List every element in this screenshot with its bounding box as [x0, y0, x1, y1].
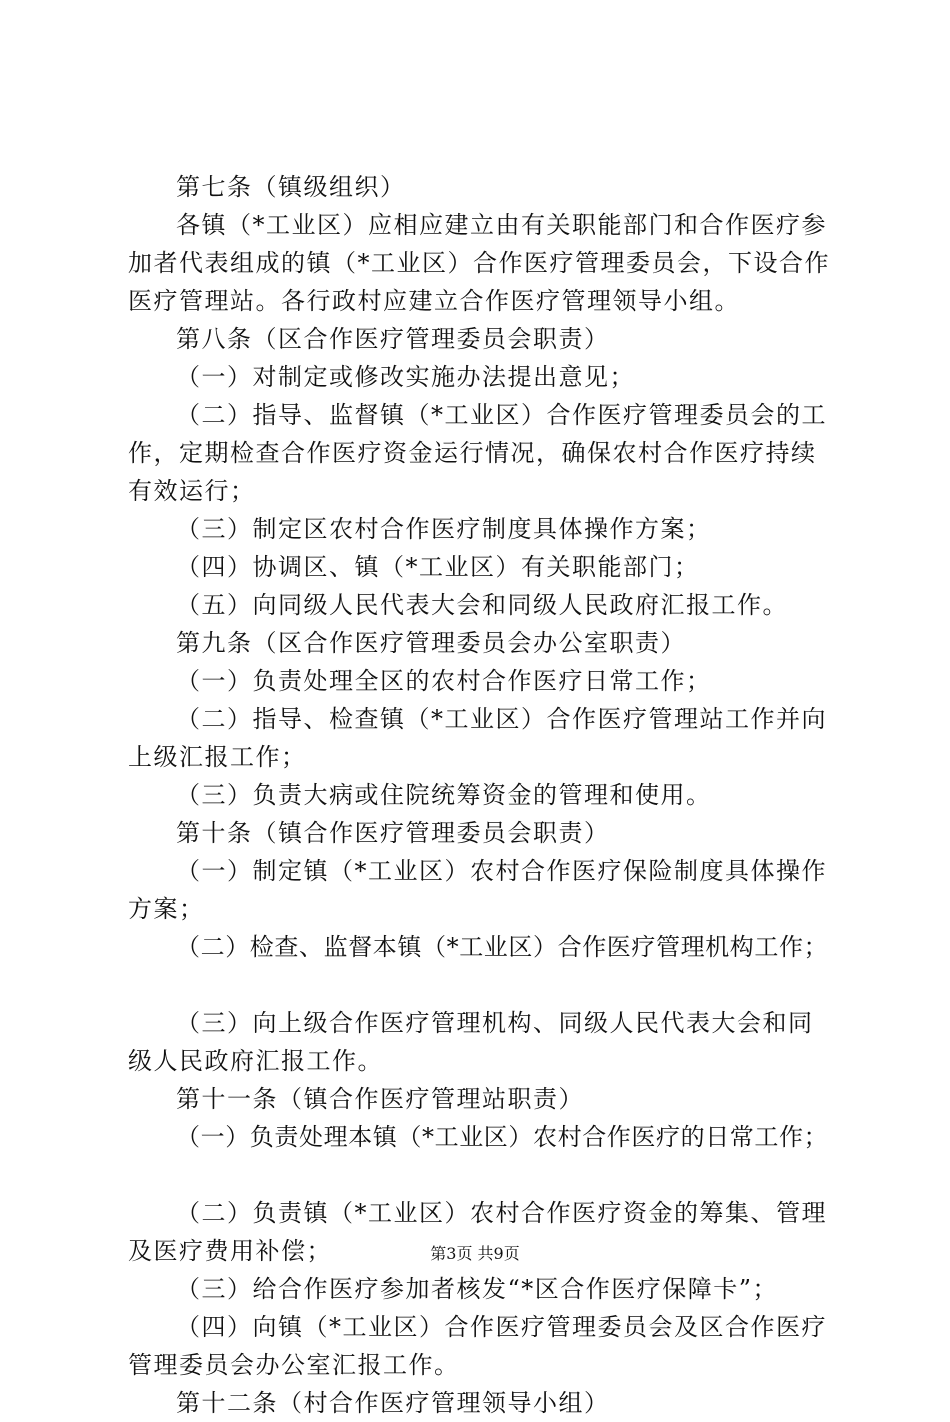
article-7-heading: 第七条（镇级组织）: [176, 173, 406, 201]
page-number-footer: 第3页 共9页: [430, 1244, 520, 1263]
list-item-line: （五）向同级人民代表大会和同级人民政府汇报工作。: [176, 591, 788, 619]
list-item-line: （三）制定区农村合作医疗制度具体操作方案；: [176, 515, 712, 543]
list-item-line: 管理委员会办公室汇报工作。: [128, 1351, 460, 1379]
list-item-line: 上级汇报工作；: [128, 743, 307, 771]
list-item-line: 作，定期检查合作医疗资金运行情况，确保农村合作医疗持续: [128, 439, 817, 467]
list-item-line: （一）负责处理本镇（*工业区）农村合作医疗的日常工作；: [176, 1123, 829, 1151]
list-item-line: （三）向上级合作医疗管理机构、同级人民代表大会和同: [176, 1009, 814, 1037]
article-11-heading: 第十一条（镇合作医疗管理站职责）: [176, 1085, 584, 1113]
list-item-line: （二）指导、检查镇（*工业区）合作医疗管理站工作并向: [176, 705, 827, 733]
list-item-line: （二）负责镇（*工业区）农村合作医疗资金的筹集、管理: [176, 1199, 827, 1227]
list-item-line: 有效运行；: [128, 477, 256, 505]
list-item-line: （一）对制定或修改实施办法提出意见；: [176, 363, 635, 391]
paragraph-line: 医疗管理站。各行政村应建立合作医疗管理领导小组。: [128, 287, 740, 315]
list-item-line: （二）指导、监督镇（*工业区）合作医疗管理委员会的工: [176, 401, 827, 429]
list-item-line: （一）负责处理全区的农村合作医疗日常工作；: [176, 667, 712, 695]
paragraph-line: 加者代表组成的镇（*工业区）合作医疗管理委员会，下设合作: [128, 249, 830, 277]
article-8-heading: 第八条（区合作医疗管理委员会职责）: [176, 325, 610, 353]
list-item-line: 方案；: [128, 895, 205, 923]
list-item-line: （三）给合作医疗参加者核发“*区合作医疗保障卡”；: [176, 1275, 779, 1303]
list-item-line: （三）负责大病或住院统筹资金的管理和使用。: [176, 781, 712, 809]
list-item-line: 及医疗费用补偿；: [128, 1237, 332, 1265]
paragraph-line: 各镇（*工业区）应相应建立由有关职能部门和合作医疗参: [176, 211, 827, 239]
list-item-line: （四）协调区、镇（*工业区）有关职能部门；: [176, 553, 700, 581]
article-9-heading: 第九条（区合作医疗管理委员会办公室职责）: [176, 629, 686, 657]
list-item-line: （二）检查、监督本镇（*工业区）合作医疗管理机构工作；: [176, 933, 829, 961]
list-item-line: （一）制定镇（*工业区）农村合作医疗保险制度具体操作: [176, 857, 827, 885]
list-item-line: 级人民政府汇报工作。: [128, 1047, 383, 1075]
article-12-heading: 第十二条（村合作医疗管理领导小组）: [176, 1389, 610, 1417]
list-item-line: （四）向镇（*工业区）合作医疗管理委员会及区合作医疗: [176, 1313, 827, 1341]
article-10-heading: 第十条（镇合作医疗管理委员会职责）: [176, 819, 610, 847]
